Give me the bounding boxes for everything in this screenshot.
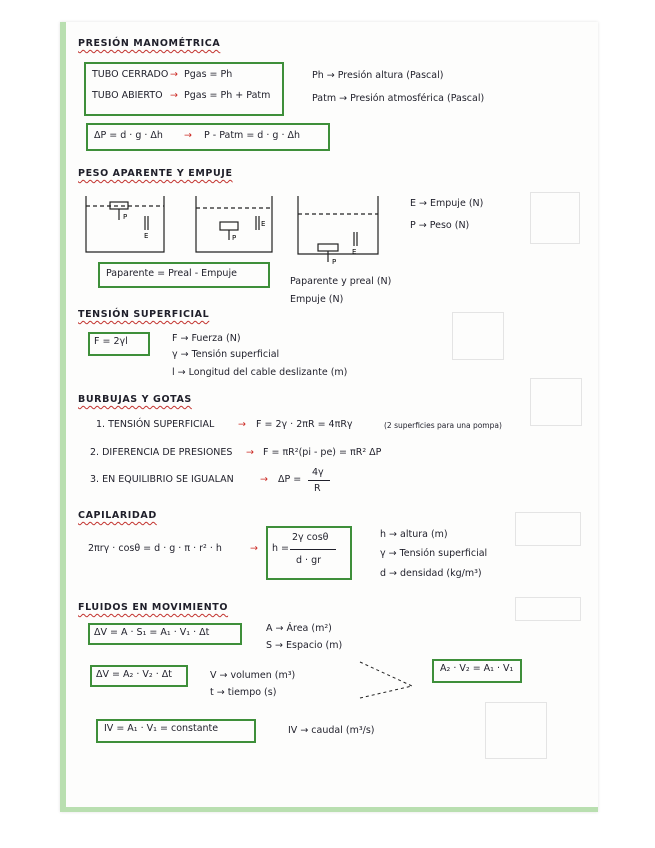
formula-flow: IV = A₁ · V₁ = constante [104, 723, 219, 734]
result-lhs: h = [272, 543, 290, 554]
item3-numerator: 4γ [312, 467, 324, 478]
def-ph: Ph → Presión altura (Pascal) [312, 70, 444, 81]
label-e: E [352, 248, 357, 256]
def-area: A → Área (m²) [266, 623, 332, 634]
result-numerator: 2γ cosθ [292, 532, 329, 543]
heading-tension: TENSIÓN SUPERFICIAL [78, 309, 210, 320]
def-longitud: l → Longitud del cable deslizante (m) [172, 367, 348, 378]
formula-dv1: ΔV = A · S₁ = A₁ · V₁ · Δt [94, 627, 210, 638]
arrow-right-icon: → [184, 130, 192, 141]
ghost-box [530, 378, 582, 426]
label-p: P [332, 258, 337, 266]
def-gamma: γ → Tensión superficial [172, 349, 280, 360]
item3-lhs: ΔP = [278, 474, 302, 485]
ghost-box [452, 312, 504, 360]
green-edge-bottom [60, 807, 598, 812]
def-densidad: d → densidad (kg/m³) [380, 568, 482, 579]
tube-closed-label: TUBO CERRADO [92, 69, 169, 80]
def-fuerza: F → Fuerza (N) [172, 333, 241, 344]
arrow-right-icon: → [246, 447, 254, 458]
heading-fluidos: FLUIDOS EN MOVIMIENTO [78, 602, 229, 613]
def-espacio: S → Espacio (m) [266, 640, 343, 651]
item2-formula: F = πR²(pi - pe) = πR² ΔP [263, 447, 382, 458]
result-denominator: d · gr [296, 555, 322, 566]
tube-open-formula: Pgas = Ph + Patm [184, 90, 271, 101]
heading-presion: PRESIÓN MANOMÉTRICA [78, 38, 221, 49]
heading-capilaridad: CAPILARIDAD [78, 510, 157, 521]
arrow-right-icon: → [250, 543, 258, 554]
fraction-bar [308, 480, 330, 481]
heading-peso: PESO APARENTE Y EMPUJE [78, 168, 233, 179]
notes-page [60, 22, 598, 812]
item3-label: 3. EN EQUILIBRIO SE IGUALAN [90, 474, 234, 485]
item1-formula: F = 2γ · 2πR = 4πRγ [256, 419, 353, 430]
def-tension: γ → Tensión superficial [380, 548, 488, 559]
item3-denominator: R [314, 483, 321, 494]
ghost-box [515, 512, 581, 546]
formula-tension: F = 2γl [94, 336, 128, 347]
def-peso: P → Peso (N) [410, 220, 470, 231]
note-paparente: Paparente y preal (N) [290, 276, 392, 287]
def-patm: Patm → Presión atmosférica (Pascal) [312, 93, 485, 104]
item1-note: (2 superficies para una pompa) [384, 421, 502, 430]
formula-dv2: ΔV = A₂ · V₂ · Δt [96, 669, 172, 680]
formula-p-patm: P - Patm = d · g · Δh [204, 130, 300, 141]
tube-open-label: TUBO ABIERTO [92, 90, 163, 101]
arrow-right-icon: → [260, 474, 268, 485]
formula-continuity: A₂ · V₂ = A₁ · V₁ [440, 663, 514, 674]
def-empuje: E → Empuje (N) [410, 198, 484, 209]
ghost-box [515, 597, 581, 621]
arrow-right-icon: → [238, 419, 246, 430]
def-caudal: IV → caudal (m³/s) [288, 725, 375, 736]
formula-delta-p: ΔP = d · g · Δh [94, 130, 163, 141]
tube-closed-formula: Pgas = Ph [184, 69, 233, 80]
label-e: E [261, 220, 266, 228]
arrow-right-icon: → [170, 69, 178, 80]
formula-paparente: Paparente = Preal - Empuje [106, 268, 237, 279]
item1-label: 1. TENSIÓN SUPERFICIAL [96, 419, 215, 430]
arrow-right-icon: → [170, 90, 178, 101]
item2-label: 2. DIFERENCIA DE PRESIONES [90, 447, 233, 458]
def-volumen: V → volumen (m³) [210, 670, 296, 681]
container-diagrams [60, 190, 598, 270]
label-p: P [232, 234, 237, 242]
formula-capilaridad: 2πrγ · cosθ = d · g · π · r² · h [88, 543, 222, 554]
heading-burbujas: BURBUJAS Y GOTAS [78, 394, 192, 405]
note-empuje: Empuje (N) [290, 294, 344, 305]
fraction-bar [290, 549, 336, 550]
label-p: P [123, 213, 128, 221]
label-e: E [144, 232, 149, 240]
def-tiempo: t → tiempo (s) [210, 687, 277, 698]
def-altura: h → altura (m) [380, 529, 448, 540]
ghost-box [485, 702, 547, 759]
